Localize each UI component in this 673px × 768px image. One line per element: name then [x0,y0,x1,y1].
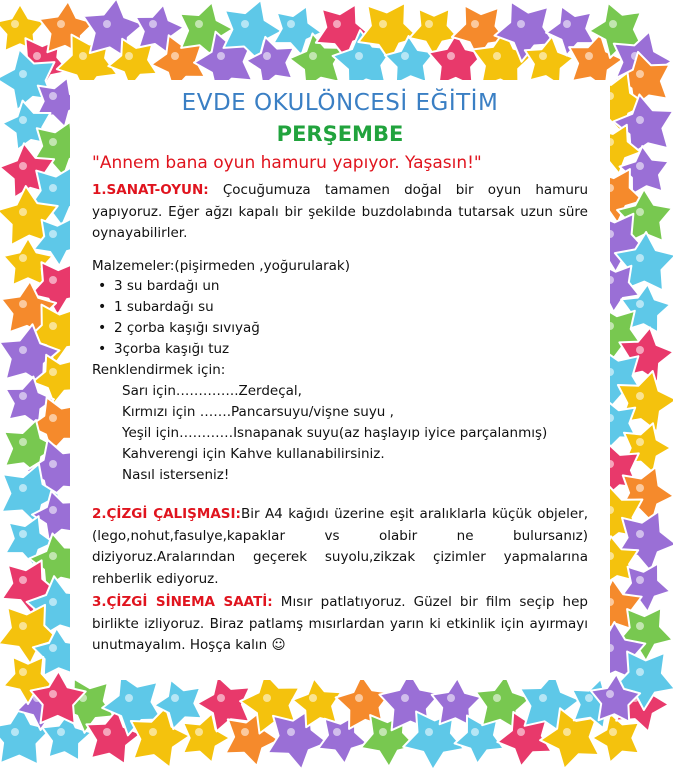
material-item: • 3çorba kaşığı tuz [114,339,229,359]
star-highlight [379,20,387,28]
star-highlight [33,52,41,60]
star-highlight [636,70,644,78]
star-highlight [401,694,409,702]
material-item: • 2 çorba kaşığı sıvıyağ [114,318,260,338]
star-highlight [309,694,317,702]
star-highlight [49,552,57,560]
star-highlight [171,52,179,60]
day-heading: PERŞEMBE [276,122,404,146]
star-highlight [563,728,571,736]
coloring-item: Nasıl isterseniz! [122,467,230,483]
star-highlight [355,52,363,60]
star-highlight [49,460,57,468]
star-highlight [217,694,225,702]
section-cinema-text: Mısır patlatıyoruz. Güzel bir film seçip hep birlikte izliyoruz. Biraz patlamş mısırlardan yarın ki etkinlik için ayırmayı unutmayalım. Hoşça kalın ☺ [92,594,588,653]
star-highlight [636,576,644,584]
section-line-work [92,504,588,590]
section-cinema-heading: 3.ÇİZGİ SİNEMA SAATİ: [92,594,273,610]
coloring-item: Sarı için…………..Zerdeçal, [122,383,302,399]
section-art-play-heading: 1.SANAT-OYUN: [92,182,209,198]
page-title: EVDE OKULÖNCESİ EĞİTİM [181,90,499,116]
coloring-item: Kahverengi için Kahve kullanabilirsiniz. [122,446,385,462]
star-highlight [333,20,341,28]
star-highlight [19,438,27,446]
star-highlight [636,116,644,124]
star-highlight [103,728,111,736]
star-highlight [636,346,644,354]
star-highlight [636,668,644,676]
star-highlight [19,484,27,492]
star-highlight [517,20,525,28]
star-highlight [125,52,133,60]
star-highlight [19,622,27,630]
section-art-play-text: Çocuğumuza tamamen doğal bir oyun hamuru yapıyoruz. Eğer ağzı kapalı bir şekilde buzdolabında tutarsak uzun süre oynayabilirler. [92,182,588,241]
quote-text: "Annem bana oyun hamuru yapıyor. Yaşasın!" [92,153,482,173]
star-highlight [636,162,644,170]
star-highlight [493,694,501,702]
star-highlight [19,300,27,308]
star-highlight [57,728,65,736]
star-highlight [333,728,341,736]
star-highlight [49,92,57,100]
materials-label: Malzemeler:(pişirmeden ,yoğurularak) [92,258,351,274]
star-highlight [49,598,57,606]
star-highlight [49,230,57,238]
star-highlight [49,322,57,330]
star-highlight [57,20,65,28]
star-highlight [539,52,547,60]
material-item: • 1 subardağı su [114,297,214,317]
star-highlight [636,484,644,492]
star-highlight [471,728,479,736]
star-highlight [447,52,455,60]
star-highlight [19,208,27,216]
star-highlight [609,20,617,28]
star-highlight [636,254,644,262]
star-highlight [79,52,87,60]
section-art-play [92,180,588,245]
star-highlight [606,690,614,698]
star-highlight [636,622,644,630]
section-line-work-heading: 2.ÇİZGİ ÇALIŞMASI: [92,506,241,522]
star-highlight [636,300,644,308]
star-highlight [19,162,27,170]
star-highlight [195,728,203,736]
star-highlight [241,728,249,736]
star-highlight [19,392,27,400]
star-highlight [355,694,363,702]
star-highlight [539,694,547,702]
star-highlight [149,20,157,28]
star-highlight [49,368,57,376]
section-line-work-text: Bir A4 kağıdı üzerine eşit aralıklarla küçük objeler,(lego,nohut,fasulye,kapaklar vs olabir ne bulursanız) diziyoruz.Aralarından geçerek suyolu,zikzak çizimler yapmalarına rehberlik ediyoruz. [92,506,588,587]
star-highlight [636,530,644,538]
material-item: • 3 su bardağı un [114,276,219,296]
star-highlight [19,346,27,354]
coloring-label: Renklendirmek için: [92,362,226,378]
star-highlight [517,728,525,736]
star-highlight [309,52,317,60]
star-highlight [19,576,27,584]
star-highlight [471,20,479,28]
page-content [70,80,610,680]
star-highlight [125,694,133,702]
star-highlight [19,70,27,78]
star-highlight [11,728,19,736]
star-highlight [379,728,387,736]
star-highlight [425,728,433,736]
star-highlight [149,728,157,736]
star-highlight [171,694,179,702]
star-highlight [49,690,57,698]
star-highlight [287,728,295,736]
star-highlight [195,20,203,28]
star-highlight [49,506,57,514]
star-highlight [609,728,617,736]
star-highlight [493,52,501,60]
star-highlight [636,438,644,446]
star-highlight [401,52,409,60]
star-highlight [563,20,571,28]
star-highlight [49,138,57,146]
star-highlight [11,20,19,28]
star-highlight [263,52,271,60]
star-highlight [636,392,644,400]
star-highlight [263,694,271,702]
star-highlight [447,694,455,702]
star-highlight [636,208,644,216]
star-highlight [19,668,27,676]
star-highlight [19,530,27,538]
star-highlight [241,20,249,28]
star-highlight [49,644,57,652]
star-highlight [49,184,57,192]
star-highlight [19,116,27,124]
coloring-item: Kırmızı için …….Pancarsuyu/vişne suyu , [122,404,394,420]
star-highlight [19,254,27,262]
star-highlight [585,52,593,60]
star-highlight [585,694,593,702]
star-highlight [425,20,433,28]
section-cinema [92,592,588,657]
star-highlight [287,20,295,28]
star-highlight [49,276,57,284]
star-highlight [103,20,111,28]
coloring-item: Yeşil için…………Isnapanak suyu(az haşlayıp iyice parçalanmış) [122,425,548,441]
star-highlight [49,414,57,422]
star-highlight [217,52,225,60]
